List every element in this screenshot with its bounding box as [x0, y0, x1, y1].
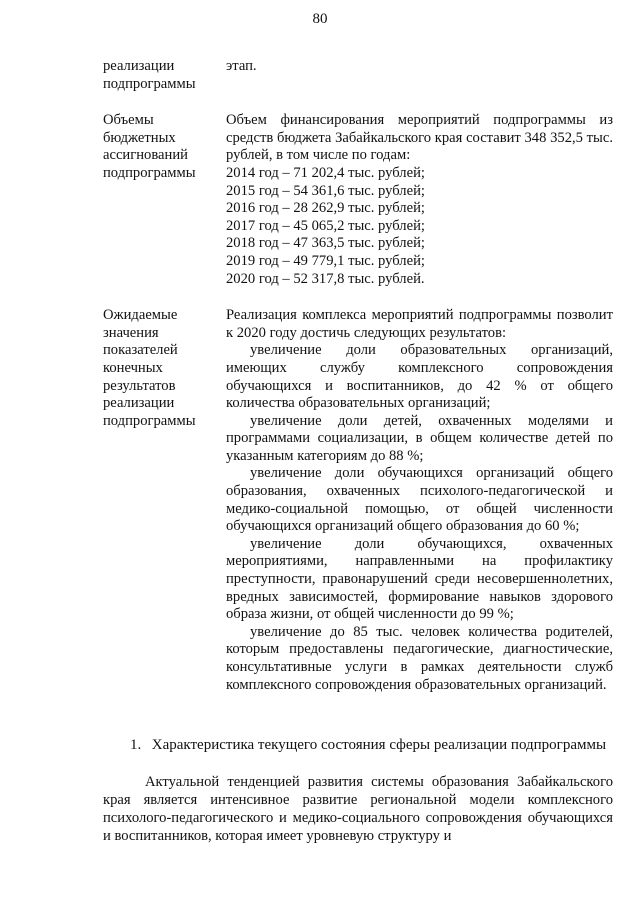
budget-year-line: 2018 год – 47 363,5 тыс. рублей; [226, 235, 425, 252]
results-intro: Реализация комплекса мероприятий подпрограммы позволит к 2020 году достичь следующих результатов: [226, 307, 613, 341]
row-label [103, 307, 226, 694]
label-line: Ожидаемые [103, 307, 178, 324]
value-text: этап. [226, 58, 257, 74]
label-line: подпрограммы [103, 164, 196, 181]
budget-year-line: 2014 год – 71 202,4 тыс. рублей; [226, 164, 425, 181]
label-line: значения [103, 324, 159, 341]
row-value [226, 112, 613, 288]
passport-row-stage [103, 58, 613, 93]
result-item: увеличение до 85 тыс. человек количества родителей, которым предоставлены педагогические, диагностические, консультативные услуги в рамках деятельности служб комплексного сопровождения образовательных организаций. [226, 623, 613, 693]
label-line: подпрограммы [103, 412, 196, 429]
passport-row-budget [103, 112, 613, 288]
program-passport-table [103, 58, 613, 713]
section-number: 1. [130, 737, 142, 753]
label-line: результатов [103, 377, 176, 394]
budget-year-line: 2016 год – 28 262,9 тыс. рублей; [226, 200, 425, 217]
passport-row-expected-results [103, 307, 613, 694]
budget-year-line: 2020 год – 52 317,8 тыс. рублей. [226, 270, 425, 287]
result-item: увеличение доли образовательных организаций, имеющих службу комплексного сопровождения обучающихся и воспитанников, до 42 % от общего количества образовательных организаций; [226, 342, 613, 412]
label-line: показателей [103, 342, 178, 359]
label-line: реализации [103, 395, 175, 412]
row-value [226, 307, 613, 694]
label-line: конечных [103, 359, 163, 376]
result-item: увеличение доли детей, охваченных моделями и программами социализации, в общем количестве детей по указанным категориям до 88 %; [226, 412, 613, 464]
section-heading [130, 737, 606, 754]
label-line: Объемы [103, 112, 154, 129]
budget-year-line: 2017 год – 45 065,2 тыс. рублей; [226, 217, 425, 234]
budget-year-line: 2015 год – 54 361,6 тыс. рублей; [226, 182, 425, 199]
row-value [226, 58, 613, 93]
section-title: Характеристика текущего состояния сферы реализации подпрограммы [151, 737, 607, 753]
label-line: бюджетных [103, 129, 176, 146]
label-line: ассигнований [103, 147, 188, 164]
label-line: реализации [103, 58, 175, 74]
budget-intro: Объем финансирования мероприятий подпрограммы из средств бюджета Забайкальского края составит 348 352,5 тыс. рублей, в том числе по годам: [226, 112, 613, 164]
row-label [103, 58, 226, 93]
page-number: 80 [312, 11, 328, 27]
budget-year-line: 2019 год – 49 779,1 тыс. рублей; [226, 252, 425, 269]
row-label [103, 112, 226, 288]
label-line: подпрограммы [103, 75, 196, 92]
result-item: увеличение доли обучающихся, охваченных мероприятиями, направленными на профилактику преступности, правонарушений среди несовершеннолетних, вредных зависимостей, формирование навыков здорового образа жизни, от общей численности до 99 %; [226, 535, 613, 623]
body-paragraph: Актуальной тенденцией развития системы образования Забайкальского края является интенсивное развитие региональной модели комплексного психолого-педагогического и медико-социального сопровождения обучающихся и воспитанников, которая имеет уровневую структуру и [103, 774, 613, 844]
result-item: увеличение доли обучающихся организаций общего образования, охваченных психолого-педагогической и медико-социальной помощью, от общей численности обучающихся организаций общего образования до 60 %; [226, 465, 613, 535]
